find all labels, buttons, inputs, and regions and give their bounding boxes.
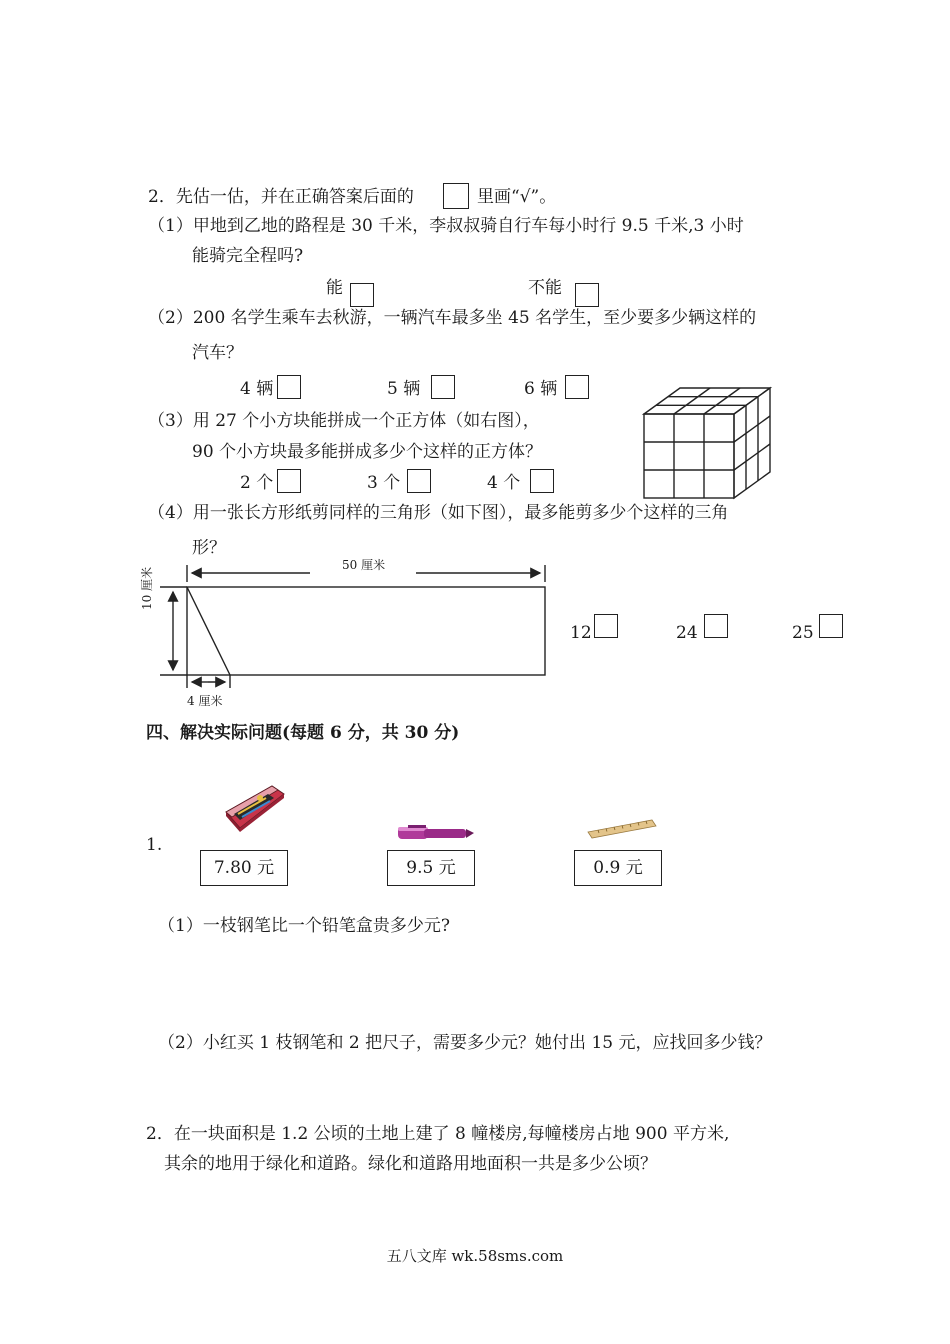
q2-p3-option-label: 2 个: [240, 473, 274, 493]
section4-heading: 四、解决实际问题(每题 6 分，共 30 分): [146, 723, 460, 743]
q2-p4-line2: 形？: [192, 538, 226, 558]
q2-intro-text: 2．先估一估，并在正确答案后面的: [148, 187, 414, 207]
q2-p2-answer-checkbox[interactable]: [431, 375, 455, 399]
q2-p3-line1: （3）用 27 个小方块能拼成一个正方体（如右图），: [148, 411, 540, 431]
q2-p4-answer-checkbox[interactable]: [594, 614, 618, 638]
q2-p1-option-label: 能: [326, 278, 343, 298]
pencil-case-icon: [222, 782, 288, 834]
rectangle-paper-diagram: [140, 560, 560, 690]
q2-p1-answer-checkbox[interactable]: [575, 283, 599, 307]
price-box-ruler: 0.9 元: [574, 850, 662, 886]
price-box-pencil-case: 7.80 元: [200, 850, 288, 886]
q2-p2-option-label: 4 辆: [240, 379, 274, 399]
price-box-pen: 9.5 元: [387, 850, 475, 886]
q2-p4-answer-checkbox[interactable]: [704, 614, 728, 638]
q2-p1-line2: 能骑完全程吗?: [192, 246, 304, 266]
q2-p1-line1: （1）甲地到乙地的路程是 30 千米，李叔叔骑自行车每小时行 9.5 千米,3 小时: [148, 216, 744, 236]
q2-p2-line1: （2）200 名学生乘车去秋游，一辆汽车最多坐 45 名学生，至少要多少辆这样的: [148, 308, 757, 328]
footer-watermark: 五八文库 wk.58sms.com: [386, 1247, 564, 1265]
q2-p2-option-label: 6 辆: [524, 379, 558, 399]
dimension-base-label: 4 厘米: [187, 694, 223, 708]
q2-p3-option-label: 4 个: [487, 473, 521, 493]
q2-p4-option-label: 12: [570, 623, 592, 643]
section4-q1-sub2: （2）小红买 1 枝钢笔和 2 把尺子，需要多少元？她付出 15 元，应找回多少钱？: [158, 1033, 772, 1053]
cube-figure: [640, 384, 780, 502]
q2-p3-option-label: 3 个: [367, 473, 401, 493]
q2-p3-answer-checkbox[interactable]: [530, 469, 554, 493]
q2-p3-answer-checkbox[interactable]: [407, 469, 431, 493]
q2-p4-option-label: 24: [676, 623, 698, 643]
q2-p1-answer-checkbox[interactable]: [350, 283, 374, 307]
q2-p2-option-label: 5 辆: [387, 379, 421, 399]
q2-p4-answer-checkbox[interactable]: [819, 614, 843, 638]
q2-p4-option-label: 25: [792, 623, 814, 643]
section4-q2-line2: 其余的地用于绿化和道路。绿化和道路用地面积一共是多少公顷？: [164, 1154, 657, 1174]
q2-p2-answer-checkbox[interactable]: [565, 375, 589, 399]
q2-p1-option-label: 不能: [528, 278, 562, 298]
section4-q2-line1: 2．在一块面积是 1.2 公顷的土地上建了 8 幢楼房,每幢楼房占地 900 平方米,: [146, 1124, 730, 1144]
q2-p2-answer-checkbox[interactable]: [277, 375, 301, 399]
q2-intro-checkbox-sample: [443, 183, 469, 209]
dimension-length-label: 50 厘米: [342, 558, 386, 572]
section4-q1-number: 1.: [146, 835, 163, 855]
q2-p3-answer-checkbox[interactable]: [277, 469, 301, 493]
q2-p2-line2: 汽车？: [192, 343, 243, 363]
dimension-height-label: 10 厘米: [140, 566, 154, 610]
pen-icon: [396, 822, 476, 844]
q2-p4-line1: （4）用一张长方形纸剪同样的三角形（如下图），最多能剪多少个这样的三角: [148, 503, 729, 523]
section4-q1-sub1: （1）一枝钢笔比一个铅笔盒贵多少元?: [158, 916, 450, 936]
q2-intro-text-b: 里画“√”。: [477, 187, 557, 207]
ruler-icon: [586, 816, 658, 842]
q2-p3-line2: 90 个小方块最多能拼成多少个这样的正方体？: [192, 442, 543, 462]
